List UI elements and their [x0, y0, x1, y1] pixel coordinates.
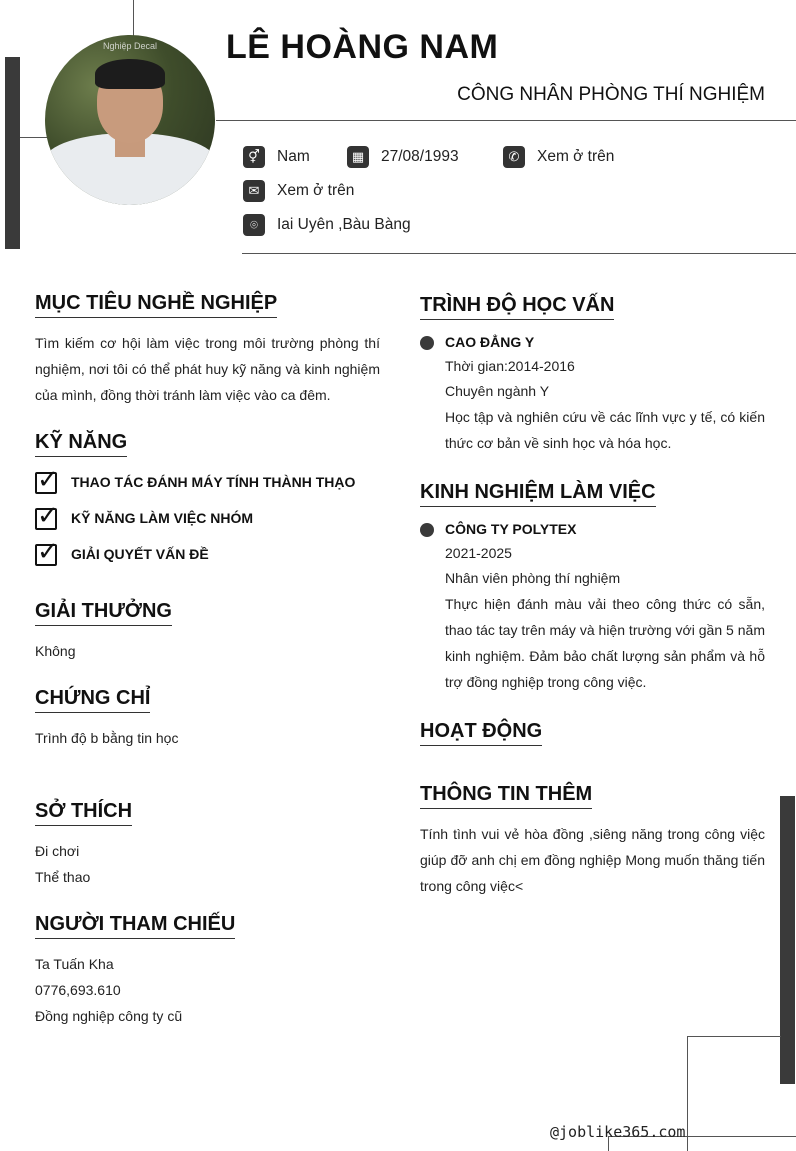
experience-bullet — [420, 523, 434, 537]
photo-brand: Nghiệp Decal — [102, 41, 158, 51]
location-pin-icon: ⌾ — [243, 214, 265, 236]
birthday-info — [347, 146, 459, 168]
references-heading: NGƯỜI THAM CHIẾU — [35, 913, 235, 939]
calendar-icon: ▦ — [347, 146, 369, 168]
education-heading: TRÌNH ĐỘ HỌC VẤN — [420, 294, 614, 320]
avatar-hair — [95, 59, 165, 89]
skill-item — [35, 500, 253, 530]
skill-item — [35, 536, 209, 566]
phone-info — [503, 146, 614, 168]
header-divider-line — [216, 120, 796, 121]
birthday-value: 27/08/1993 — [381, 148, 459, 165]
extra-info-text: Tính tình vui vẻ hòa đồng ,siêng năng trong công việc giúp đỡ anh chị em đồng nghiệp Mong muốn thăng tiến trong công việc< — [420, 826, 765, 894]
hobby-item: Thể thao — [35, 869, 91, 885]
experience-description: Thực hiện đánh màu vải theo công thức có sẵn, thao tác tay trên máy và hiện trường với gần 5 năm kinh nghiệm. Đảm bảo chất lượng sản phẩm và hỗ trợ đồng nghiệp trong công việc. — [445, 596, 765, 690]
awards-heading: GIẢI THƯỞNG — [35, 600, 172, 626]
gender-info — [243, 146, 310, 168]
experience-company: CÔNG TY POLYTEX — [445, 521, 577, 537]
education-description: Học tập và nghiên cứu về các lĩnh vực y tế, có kiến thức cơ bản về sinh học và hóa học. — [445, 409, 765, 451]
education-bullet — [420, 336, 434, 350]
phone-icon: ✆ — [503, 146, 525, 168]
awards-text: Không — [35, 643, 76, 659]
top-vertical-line — [133, 0, 134, 40]
experience-heading: KINH NGHIỆM LÀM VIỆC — [420, 481, 656, 507]
skill-label: GIẢI QUYẾT VẤN ĐỀ — [71, 546, 209, 562]
ref-relation: Đồng nghiệp công ty cũ — [35, 1008, 183, 1024]
candidate-name: LÊ HOÀNG NAM — [226, 28, 499, 66]
checkbox-icon: ✓ — [37, 536, 59, 566]
certs-text: Trình độ b bằng tin học — [35, 730, 179, 746]
activities-heading: HOẠT ĐỘNG — [420, 720, 542, 746]
address-info — [243, 214, 411, 236]
ref-phone: 0776,693.610 — [35, 982, 121, 998]
job-title: CÔNG NHÂN PHÒNG THÍ NGHIỆM — [457, 84, 765, 105]
mail-icon: ✉ — [243, 180, 265, 202]
gender-value: Nam — [277, 148, 310, 165]
skill-item — [35, 464, 356, 494]
hobby-item: Đi chơi — [35, 843, 80, 859]
email-value: Xem ở trên — [277, 182, 355, 199]
left-accent-bar — [5, 57, 20, 249]
skills-heading: KỸ NĂNG — [35, 431, 127, 457]
education-major: Chuyên ngành Y — [445, 383, 550, 399]
certs-heading: CHỨNG CHỈ — [35, 687, 150, 713]
checkbox-icon: ✓ — [37, 464, 59, 494]
objective-heading: MỤC TIÊU NGHỀ NGHIỆP — [35, 292, 277, 318]
education-school: CAO ĐẲNG Y — [445, 334, 535, 350]
phone-value: Xem ở trên — [537, 148, 615, 165]
footer-website[interactable]: @joblike365.com — [550, 1123, 686, 1141]
education-time: Thời gian:2014-2016 — [445, 358, 575, 374]
skill-label: KỸ NĂNG LÀM VIỆC NHÓM — [71, 510, 253, 526]
skill-label: THAO TÁC ĐÁNH MÁY TÍNH THÀNH THẠO — [71, 474, 356, 490]
gender-icon: ⚥ — [243, 146, 265, 168]
info-divider-line — [242, 253, 796, 254]
right-accent-bar — [780, 796, 795, 1084]
ref-name: Ta Tuấn Kha — [35, 956, 114, 972]
experience-time: 2021-2025 — [445, 545, 512, 561]
extra-info-heading: THÔNG TIN THÊM — [420, 783, 592, 809]
address-value: Iai Uyên ,Bàu Bàng — [277, 216, 411, 233]
email-info — [243, 180, 354, 202]
objective-text: Tìm kiếm cơ hội làm việc trong môi trường phòng thí nghiệm, nơi tôi có thể phát huy kỹ năng và kinh nghiệm của mình, đồng thời tránh làm việc vào ca đêm. — [35, 335, 380, 403]
corner-frame-box — [687, 1036, 781, 1151]
experience-role: Nhân viên phòng thí nghiệm — [445, 570, 621, 586]
hobbies-heading: SỞ THÍCH — [35, 800, 132, 826]
checkbox-icon: ✓ — [37, 500, 59, 530]
avatar-side-line — [20, 137, 48, 138]
avatar — [45, 35, 215, 205]
